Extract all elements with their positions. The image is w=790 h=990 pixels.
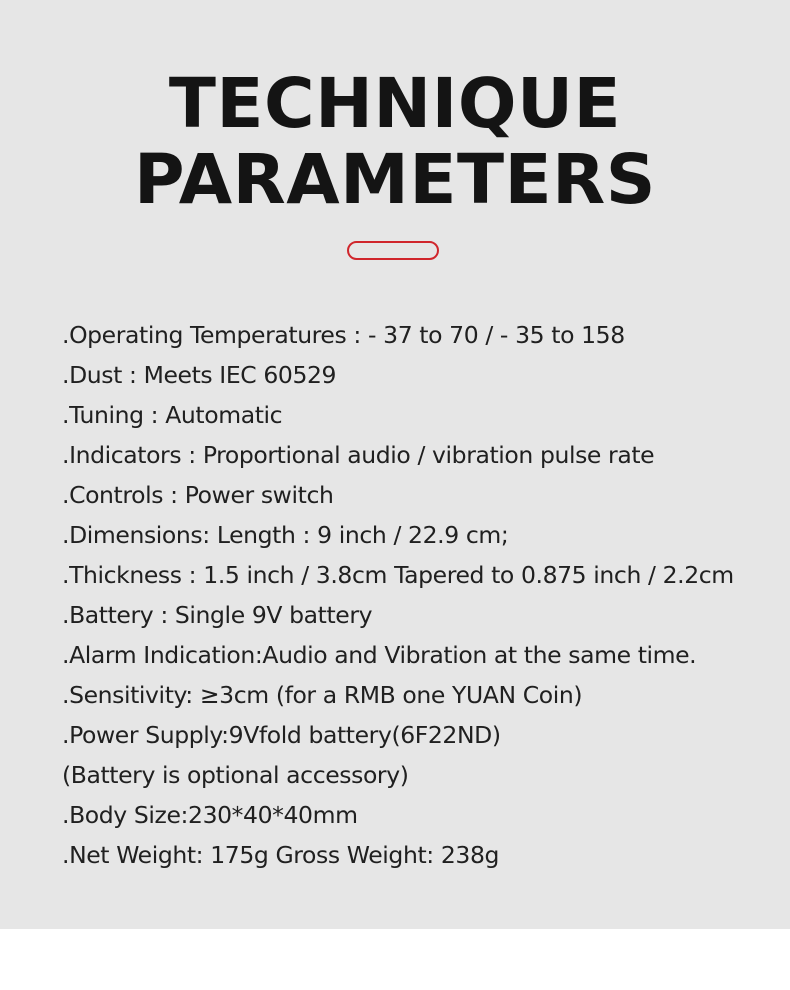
title-divider-pill (347, 241, 439, 260)
spec-item-body-size: .Body Size:230*40*40mm (62, 801, 358, 829)
spec-item-alarm-indication: .Alarm Indication:Audio and Vibration at the same time. (62, 641, 697, 669)
spec-item-battery: .Battery : Single 9V battery (62, 601, 373, 629)
spec-item-battery-note: (Battery is optional accessory) (62, 761, 409, 789)
spec-item-weight: .Net Weight: 175g Gross Weight: 238g (62, 841, 500, 869)
spec-item-thickness: .Thickness : 1.5 inch / 3.8cm Tapered to 0.875 inch / 2.2cm (62, 561, 734, 589)
spec-item-operating-temperatures: .Operating Temperatures : - 37 to 70 / - 35 to 158 (62, 321, 625, 349)
spec-item-dust: .Dust : Meets IEC 60529 (62, 361, 337, 389)
spec-list (62, 315, 782, 875)
spec-item-tuning: .Tuning : Automatic (62, 401, 283, 429)
spec-item-power-supply: .Power Supply:9Vfold battery(6F22ND) (62, 721, 501, 749)
page-title (0, 66, 790, 218)
spec-item-sensitivity: .Sensitivity: ≥3cm (for a RMB one YUAN Coin) (62, 681, 583, 709)
spec-item-dimensions: .Dimensions: Length : 9 inch / 22.9 cm; (62, 521, 509, 549)
spec-item-controls: .Controls : Power switch (62, 481, 334, 509)
title-line-2: PARAMETERS (134, 140, 656, 220)
title-line-1: TECHNIQUE (168, 64, 622, 144)
spec-item-indicators: .Indicators : Proportional audio / vibration pulse rate (62, 441, 655, 469)
